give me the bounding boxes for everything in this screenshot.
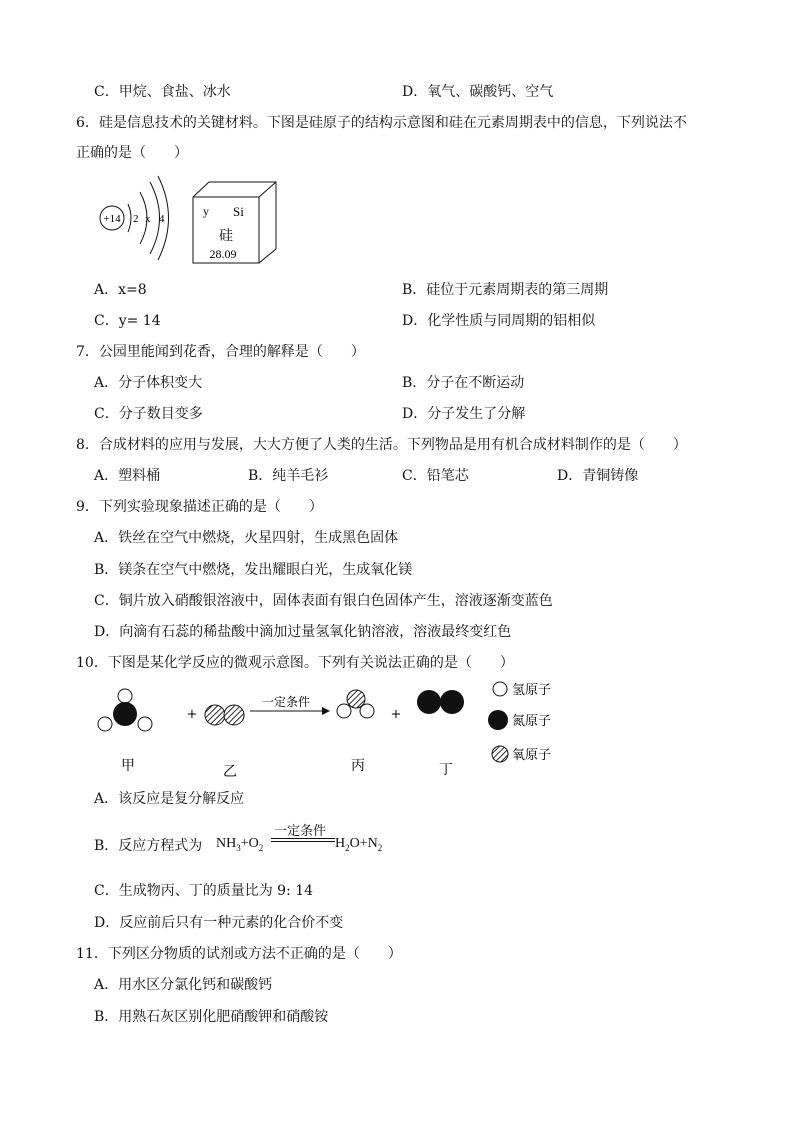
- plus-sign-2: +: [390, 707, 402, 722]
- q7-option-a[interactable]: A．分子体积变大: [94, 375, 203, 391]
- q11-stem: 11．下列区分物质的试剂或方法不正确的是（ ）: [76, 946, 402, 962]
- q8-stem: 8．合成材料的应用与发展，大大方便了人类的生活。下列物品是用有机合成材料制作的是（ ）: [76, 437, 687, 453]
- q6-stem: 6．硅是信息技术的关键材料。下图是硅原子的结构示意图和硅在元素周期表中的信息，下列说法不: [76, 115, 687, 131]
- q6-option-a[interactable]: A．x=8: [94, 282, 147, 298]
- q10-option-a[interactable]: A．该反应是复分解反应: [94, 791, 245, 807]
- q5-option-c[interactable]: C．甲烷、食盐、冰水: [94, 84, 231, 100]
- legend-nitrogen: 氮原子: [512, 714, 552, 729]
- q10-stem: 10．下图是某化学反应的微观示意图。下列有关说法正确的是（ ）: [76, 655, 514, 671]
- silicon-figure: [96, 170, 296, 270]
- shell-2-electrons: x: [145, 213, 151, 225]
- q11-option-a[interactable]: A．用水区分氯化钙和碳酸钙: [94, 977, 273, 993]
- q6-option-b[interactable]: B．硅位于元素周期表的第三周期: [402, 282, 609, 298]
- q6-option-c[interactable]: C．y= 14: [94, 313, 161, 329]
- silicon-atom-structure-diagram: [100, 176, 169, 260]
- shell-1-electrons: 2: [133, 213, 139, 225]
- label-bing: 丙: [351, 758, 365, 774]
- legend: [488, 682, 551, 763]
- element-symbol: Si: [233, 204, 244, 219]
- q11-option-b[interactable]: B．用熟石灰区别化肥硝酸钾和硝酸铵: [94, 1009, 329, 1025]
- q9-option-d[interactable]: D．向滴有石蕊的稀盐酸中滴加过量氢氧化钠溶液，溶液最终变红色: [94, 624, 512, 640]
- q10-option-b-prefix: B．反应方程式为: [94, 838, 203, 854]
- atomic-number: y: [203, 204, 209, 218]
- molecule-bing: [337, 690, 374, 718]
- q9-stem: 9．下列实验现象描述正确的是（ ）: [76, 499, 323, 515]
- label-jia: 甲: [121, 758, 135, 774]
- label-yi: 乙: [223, 764, 237, 780]
- molecule-jia: [98, 689, 152, 731]
- nucleus-charge: +14: [103, 213, 121, 225]
- plus-sign: +: [186, 707, 198, 722]
- equation-products: $H_2O+N_2$: [335, 836, 383, 853]
- reaction-condition: 一定条件: [261, 695, 311, 709]
- legend-hydrogen: 氢原子: [512, 683, 552, 698]
- q8-option-b[interactable]: B．纯羊毛衫: [248, 468, 329, 484]
- periodic-table-cell: [193, 182, 276, 263]
- relative-atomic-mass: 28.09: [209, 247, 237, 261]
- q9-option-a[interactable]: A．铁丝在空气中燃烧，火星四射，生成黑色固体: [94, 530, 399, 546]
- molecule-ding: [417, 690, 464, 714]
- q5-option-d[interactable]: D．氧气、碳酸钙、空气: [402, 84, 554, 100]
- q9-option-b[interactable]: B．镁条在空气中燃烧，发出耀眼白光，生成氧化镁: [94, 562, 413, 578]
- q7-option-c[interactable]: C．分子数目变多: [94, 406, 203, 422]
- reaction-arrow: [250, 694, 330, 715]
- legend-oxygen: 氧原子: [512, 748, 552, 763]
- q7-option-d[interactable]: D．分子发生了分解: [402, 406, 526, 422]
- q7-stem: 7．公园里能闻到花香，合理的解释是（ ）: [76, 344, 365, 360]
- molecule-yi: [205, 705, 244, 725]
- element-name: 硅: [219, 228, 233, 244]
- q7-option-b[interactable]: B．分子在不断运动: [402, 375, 525, 391]
- q6-stem-continued: 正确的是（ ）: [76, 145, 188, 161]
- equation-reactants: $NH_3+O_2$: [216, 836, 264, 853]
- equation-condition: 一定条件: [274, 823, 327, 838]
- q8-option-d[interactable]: D．青铜铸像: [557, 468, 639, 484]
- reaction-micro-diagram: [90, 680, 570, 785]
- q8-option-c[interactable]: C．铅笔芯: [402, 468, 469, 484]
- equation-line-top: [271, 838, 335, 839]
- q10-option-d[interactable]: D．反应前后只有一种元素的化合价不变: [94, 915, 344, 931]
- shell-3-electrons: 4: [159, 213, 165, 225]
- label-ding: 丁: [439, 762, 453, 778]
- q10-option-c[interactable]: C．生成物丙、丁的质量比为 9: 14: [94, 883, 314, 899]
- q9-option-c[interactable]: C．铜片放入硝酸银溶液中，固体表面有银白色固体产生，溶液逐渐变蓝色: [94, 593, 553, 609]
- q8-option-a[interactable]: A．塑料桶: [94, 468, 161, 484]
- q6-option-d[interactable]: D．化学性质与同周期的铝相似: [402, 313, 596, 329]
- equation-line-bottom: [271, 841, 335, 842]
